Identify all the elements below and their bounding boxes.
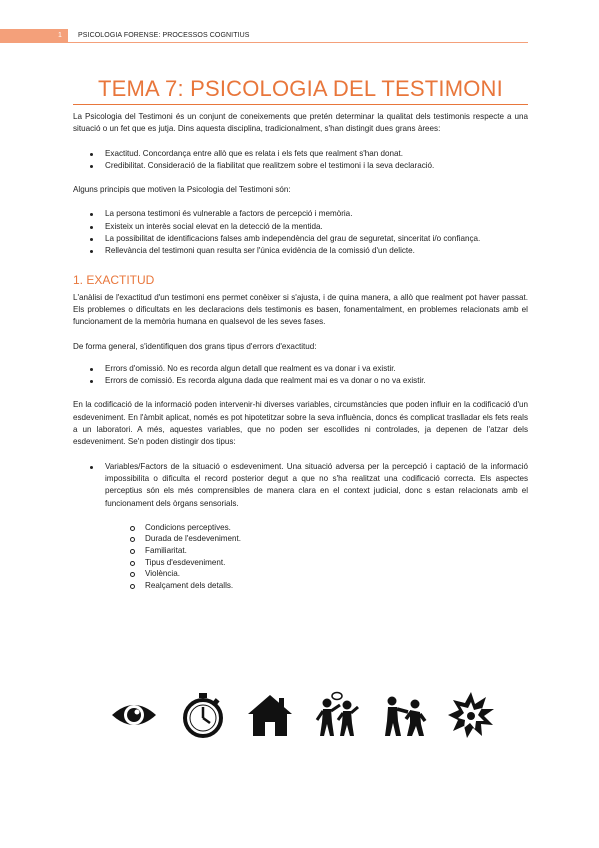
list-item: Existeix un interès social elevat en la detecció de la mentida. — [73, 221, 528, 233]
section-paragraph: L'anàlisi de l'exactitud d'un testimoni ens permet conèixer si s'ajusta, i de quina manera, a allò que realment pot haver passat. Els problemes o dificultats en les declaracions dels testimonis es basen, fonamentalment, en problemes relacionats amb el funcionament de la memòria humana en qualsevol de les seves fases. — [73, 292, 528, 327]
list-item: Variables/Factors de la situació o esdeveniment. Una situació adversa per la percepció i captació de la informació impossibilita o dificulta el record posterior degut a que no s'ha realitzat una codificació correcta. Els aspectes perceptius són els més comprensibles de manera clara en el context judicial, donc s estan relacionats amb el funcionament dels òrgans sensorials. — [73, 461, 528, 510]
running-header — [0, 29, 599, 43]
errors-list — [73, 363, 528, 388]
icon-row — [73, 690, 528, 740]
variables-list — [73, 461, 528, 510]
list-item: Errors de comissió. Es recorda alguna dada que realment mai es va donar o no va existir. — [73, 375, 528, 387]
list-item: Realçament dels detalls. — [73, 580, 528, 592]
list-item: La possibilitat de identificacions falses amb independència del grau de seguretat, sinceritat i/o confiança. — [73, 233, 528, 245]
document-title: TEMA 7: PSICOLOGIA DEL TESTIMONI — [98, 76, 503, 101]
principles-intro: Alguns principis que motiven la Psicologia del Testimoni són: — [73, 185, 291, 195]
house-icon — [245, 690, 295, 740]
list-item: Condicions perceptives. — [73, 522, 528, 534]
section-heading: 1. EXACTITUD — [73, 272, 155, 287]
list-item: La persona testimoni és vulnerable a factors de percepció i memòria. — [73, 208, 528, 220]
people-fighting-icon — [379, 690, 429, 740]
list-item: Durada de l'esdeveniment. — [73, 533, 528, 545]
section-paragraph: De forma general, s'identifiquen dos grans tipus d'errors d'exactitud: — [73, 341, 317, 351]
header-rule — [68, 42, 528, 43]
list-item: Familiaritat. — [73, 545, 528, 557]
people-arguing-icon — [312, 690, 362, 740]
list-item: Violència. — [73, 568, 528, 580]
header-title: PSICOLOGIA FORENSE: PROCESSOS COGNITIUS — [78, 32, 250, 39]
list-item: Exactitud. Concordança entre allò que es relata i els fets que realment s'han donat. — [73, 148, 528, 160]
list-item: Credibilitat. Consideració de la fiabilitat que realitzem sobre el testimoni i la seva declaració. — [73, 160, 528, 172]
document-body — [73, 111, 528, 591]
intro-paragraph: La Psicologia del Testimoni és un conjunt de coneixements que pretén determinar la qualitat dels testimonis respecte a una situació o un fet que es jutja. Dins aquesta disciplina, tradicionalment, s'han distingit dues grans àrees: — [73, 112, 528, 134]
stopwatch-icon — [178, 690, 228, 740]
list-item: Errors d'omissió. No es recorda algun detall que realment es va donar i va existir. — [73, 363, 528, 375]
principles-list — [73, 208, 528, 257]
eye-icon — [109, 690, 159, 740]
areas-list — [73, 148, 528, 173]
page-number: 1 — [58, 32, 62, 39]
factors-list — [73, 522, 528, 592]
list-item: Tipus d'esdeveniment. — [73, 557, 528, 569]
starburst-icon — [446, 690, 496, 740]
page-number-tab — [0, 29, 68, 43]
list-item: Rellevància del testimoni quan resulta ser l'única evidència de la comissió d'un delicte. — [73, 245, 528, 257]
section-paragraph: En la codificació de la informació poden intervenir-hi diverses variables, circumstàncies que poden influir en la codificació d'un esdeveniment. En l'àmbit aplicat, només es pot hipotetitzar sobre la seva influència, doncs és complicat traslladar els fets reals a un laboratori. A més, aquestes variables, que no poden ser escollides ni controlades, ja depenen de l'atzar dels esdeveniment. Se'n poden distingir dos tipus: — [73, 400, 528, 447]
title-underline — [73, 104, 528, 105]
